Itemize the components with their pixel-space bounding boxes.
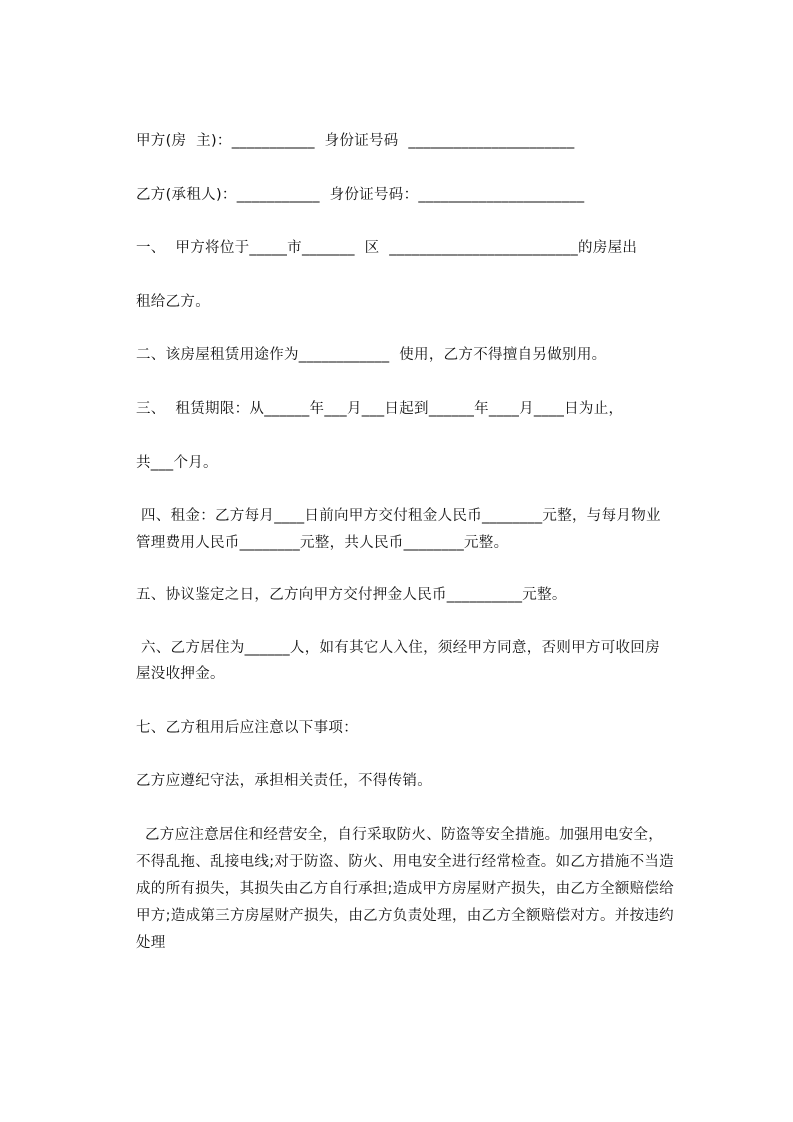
clause-3-line-1: 三、 租赁期限：从______年___月___日起到______年____月____日为止， [136,401,624,417]
notice-2-line-5: 处理 [136,935,166,951]
clause-2: 二、该房屋租赁用途作为____________ 使用，乙方不得擅自另做别用。 [136,347,607,363]
clause-6-line-1: 六、乙方居住为______人，如有其它人入住，须经甲方同意，否则甲方可收回房 [141,640,660,656]
party-a-line: 甲方(房 主)：___________ 身份证号码 ______________________ [136,133,575,149]
clause-1-line-1: 一、 甲方将位于_____市_______ 区 _________________________的房屋出 [136,240,638,256]
party-b-line: 乙方(承租人)：___________ 身份证号码：______________________ [136,187,585,203]
notice-1: 乙方应遵纪守法，承担相关责任，不得传销。 [136,773,432,789]
clause-4-line-1: 四、租金：乙方每月____日前向甲方交付租金人民币________元整，与每月物业 [141,508,661,524]
clause-6-line-2: 屋没收押金。 [136,666,225,682]
clause-4-line-2: 管理费用人民币________元整，共人民币________元整。 [136,535,509,551]
clause-3-line-2: 共___个月。 [136,455,218,471]
notice-2-line-2: 不得乱拖、乱接电线;对于防盗、防火、用电安全进行经常检查。如乙方措施不当造 [136,854,674,870]
clause-7: 七、乙方租用后应注意以下事项： [136,720,358,736]
notice-2-line-1: 乙方应注意居住和经营安全，自行采取防火、防盗等安全措施。加强用电安全， [145,827,663,843]
notice-2-line-4: 甲方;造成第三方房屋财产损失，由乙方负责处理，由乙方全额赔偿对方。并按违约 [136,908,674,924]
clause-5: 五、协议鉴定之日，乙方向甲方交付押金人民币__________元整。 [136,587,567,603]
clause-1-line-2: 租给乙方。 [136,294,210,310]
notice-2-line-3: 成的所有损失，其损失由乙方自行承担;造成甲方房屋财产损失，由乙方全额赔偿给 [136,881,674,897]
